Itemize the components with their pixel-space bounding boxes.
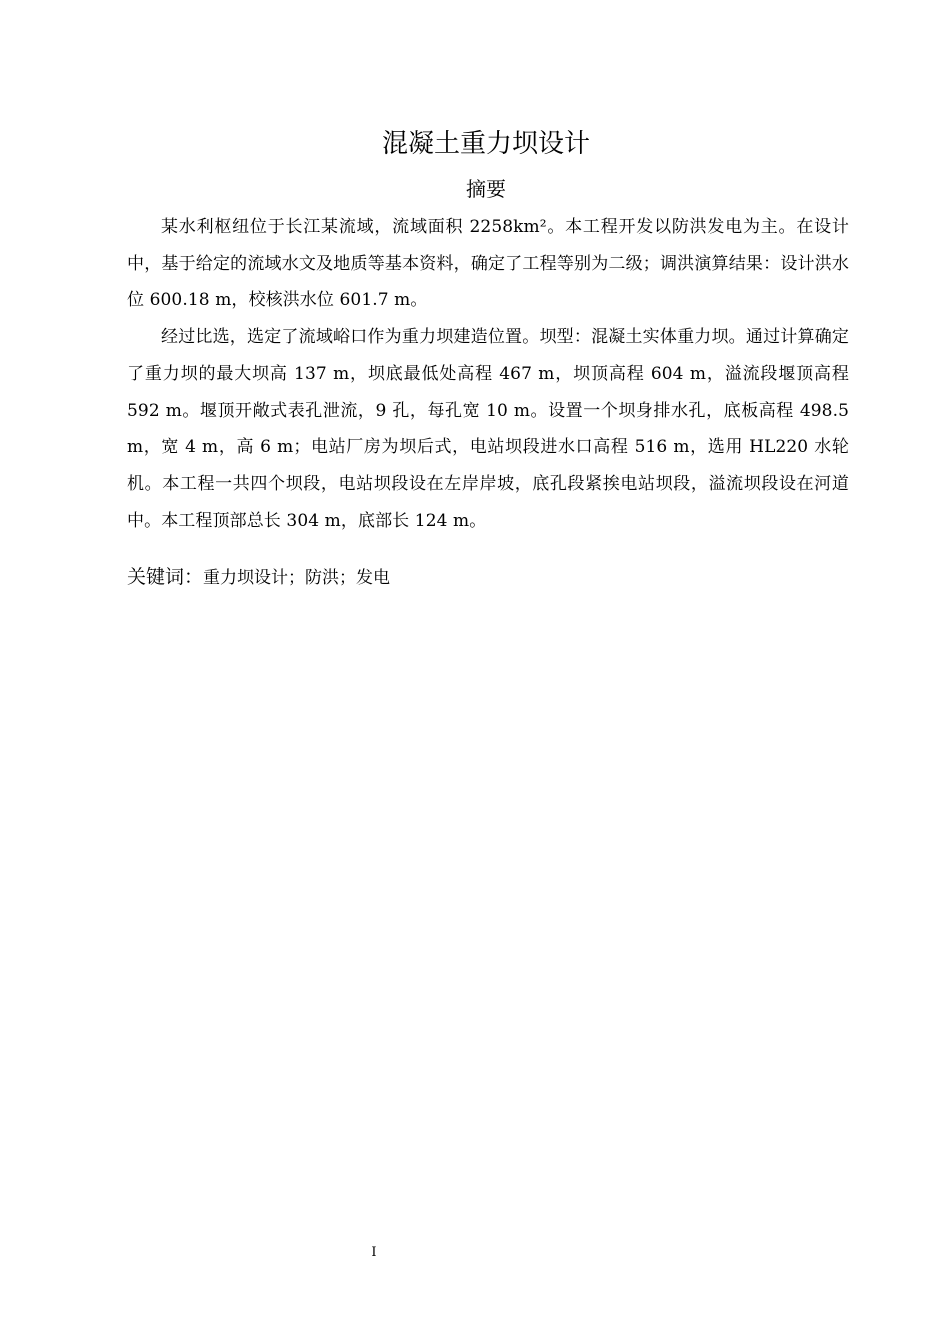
abstract-paragraph-2: 经过比选，选定了流域峪口作为重力坝建造位置。坝型：混凝土实体重力坝。通过计算确定了重力坝的最大坝高 137 m，坝底最低处高程 467 m，坝顶高程 604 m，溢流段堰顶高程 592 m。堰顶开敞式表孔泄流，9 孔，每孔宽 10 m。设置一个坝身排水孔，底板高程 498.5 m，宽 4 m，高 6 m；电站厂房为坝后式，电站坝段进水口高程 516 m，选用 HL220 水轮机。本工程一共四个坝段，电站坝段设在左岸岸坡，底孔段紧挨电站坝段，溢流坝段设在河道中。本工程顶部总长 304 m，底部长 124 m。 xyxy=(127,327,849,531)
abstract-heading: 摘要 xyxy=(466,177,506,201)
document-title: 混凝土重力坝设计 xyxy=(381,129,590,159)
keywords-label: 关键词： xyxy=(127,566,204,588)
keywords-line xyxy=(127,562,849,593)
abstract-body xyxy=(127,209,849,539)
page-number: I xyxy=(371,1245,377,1260)
abstract-paragraph-1: 某水利枢纽位于长江某流域，流域面积 2258km²。本工程开发以防洪发电为主。在设计中，基于给定的流域水文及地质等基本资料，确定了工程等别为二级；调洪演算结果：设计洪水位 600.18 m，校核洪水位 601.7 m。 xyxy=(127,217,849,311)
keywords-value: 重力坝设计；防洪；发电 xyxy=(203,568,391,588)
